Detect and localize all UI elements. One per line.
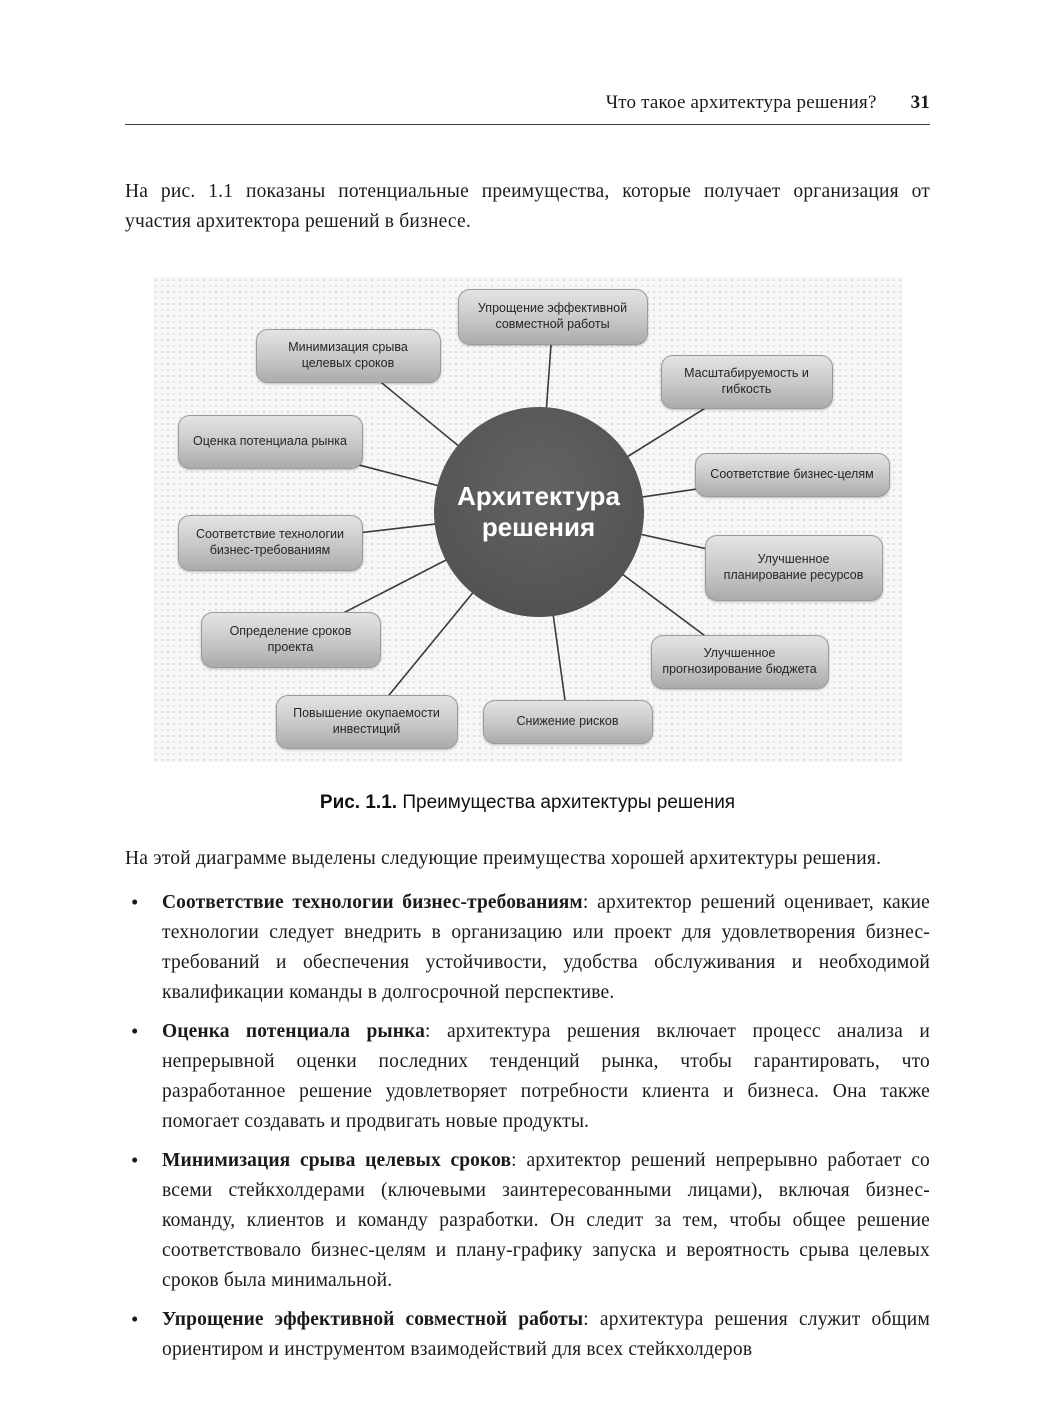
list-item xyxy=(125,1017,930,1137)
figure-caption xyxy=(125,792,930,814)
diagram-center xyxy=(434,407,644,617)
intro-paragraph: На рис. 1.1 показаны потенциальные преимущества, которые получает организация от участия архитектора решений в бизнесе. xyxy=(125,181,930,232)
bullet-text: : архитектура решения служит общим ориентиром и инструментом взаимодействий для всех стейкхолдеров xyxy=(162,1309,930,1360)
diagram-node: Определение сроков проекта xyxy=(201,612,381,668)
bullet-term: Минимизация срыва целевых сроков xyxy=(162,1150,512,1171)
diagram-center-label: Архитектура решения xyxy=(457,481,620,542)
bullet-text: : архитектура решения включает процесс анализа и непрерывной оценки последних тенденций рынка, чтобы гарантировать, что разработанное решение удовлетворяет потребности клиента и бизнеса. Она также помогает создавать и продвигать новые продукты. xyxy=(162,1021,930,1132)
figure xyxy=(125,277,930,814)
list-item xyxy=(125,1305,930,1365)
bullet-term: Оценка потенциала рынка xyxy=(162,1021,425,1042)
diagram-node: Улучшенное прогнозирование бюджета xyxy=(651,635,829,689)
page-number: 31 xyxy=(910,92,930,113)
benefits-list xyxy=(125,888,930,1365)
diagram-node: Соответствие технологии бизнес-требованиям xyxy=(178,515,363,571)
list-item xyxy=(125,888,930,1008)
figure-caption-text: Преимущества архитектуры решения xyxy=(402,792,736,813)
list-item xyxy=(125,1146,930,1296)
diagram-node: Оценка потенциала рынка xyxy=(178,415,363,469)
diagram-node: Минимизация срыва целевых сроков xyxy=(256,329,441,383)
bullet-term: Упрощение эффективной совместной работы xyxy=(162,1309,584,1330)
header-rule xyxy=(125,124,930,125)
diagram-node: Снижение рисков xyxy=(483,700,653,744)
diagram-node: Повышение окупаемости инвестиций xyxy=(276,695,458,749)
lead-paragraph: На этой диаграмме выделены следующие преимущества хорошей архитектуры решения. xyxy=(125,848,882,869)
figure-caption-label: Рис. 1.1. xyxy=(319,792,398,813)
diagram-node: Улучшенное планирование ресурсов xyxy=(705,535,883,601)
benefits-diagram xyxy=(153,277,903,762)
diagram-node: Соответствие бизнес-целям xyxy=(695,453,890,497)
bullet-text: : архитектор решений оценивает, какие технологии следует внедрить в организацию или проект для удовлетворения бизнес-требований и обеспечения устойчивости, удобства обслуживания и необходимой квалификации команды в долгосрочной перспективе. xyxy=(162,892,931,1003)
running-title: Что такое архитектура решения? xyxy=(605,92,877,113)
running-head xyxy=(125,92,930,114)
bullet-text: : архитектор решений непрерывно работает со всеми стейкхолдерами (ключевыми заинтересованными лицами), включая бизнес-команду, клиентов и команду разработки. Он следит за тем, чтобы общее решение соответствовало бизнес-целям и плану-графику запуска и вероятность срыва целевых сроков была минимальной. xyxy=(162,1150,930,1291)
bullet-term: Соответствие технологии бизнес-требованиям xyxy=(162,892,583,913)
diagram-node: Масштабируемость и гибкость xyxy=(661,355,833,409)
diagram-node: Упрощение эффективной совместной работы xyxy=(458,289,648,345)
